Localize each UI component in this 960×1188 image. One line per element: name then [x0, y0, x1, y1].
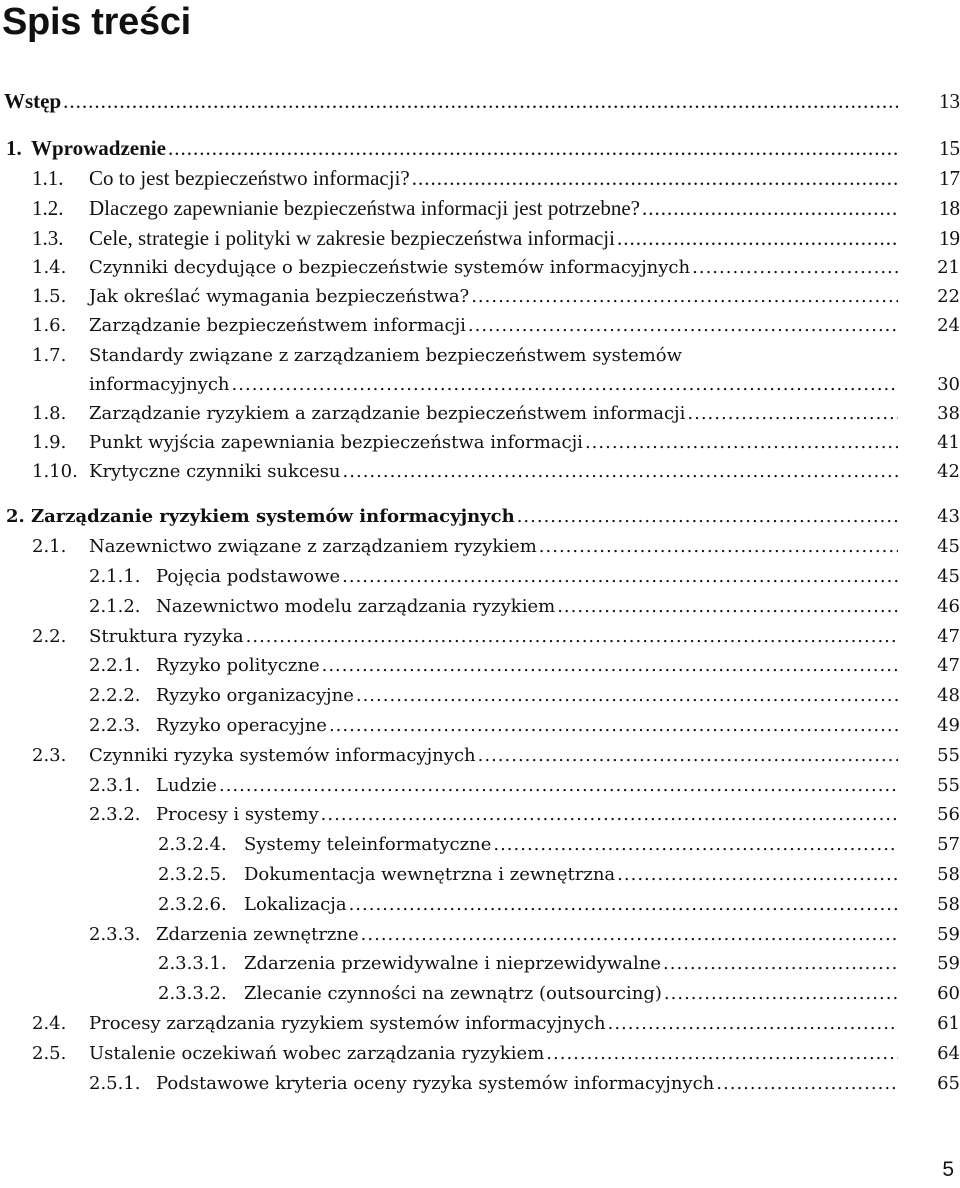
toc-entry-number: 2.: [6, 506, 25, 527]
toc-entry[interactable]: [32, 459, 900, 485]
toc-entry-number: 2.1.: [32, 536, 67, 557]
toc-leader-dots: [412, 165, 898, 191]
toc-entry-title: Czynniki ryzyka systemów informacyjnych: [89, 745, 476, 766]
toc-entry-continuation[interactable]: [89, 372, 900, 398]
toc-entry-title: Dokumentacja wewnętrzna i zewnętrzna: [244, 864, 616, 885]
toc-entry-title: Procesy zarządzania ryzykiem systemów informacyjnych: [89, 1013, 606, 1034]
toc-entry-title: Co to jest bezpieczeństwo informacji?: [89, 166, 410, 190]
toc-entry-number: 2.2.3.: [89, 715, 141, 736]
toc-page-number: 61: [937, 1013, 960, 1034]
toc-entry-title: Ryzyko polityczne: [156, 655, 320, 676]
toc-entry-title: Struktura ryzyka: [89, 626, 244, 647]
toc-entry-title: Jak określać wymagania bezpieczeństwa?: [89, 286, 470, 307]
toc-entry-title: Ustalenie oczekiwań wobec zarządzania ryzykiem: [89, 1043, 545, 1064]
toc-page-number: 45: [937, 536, 960, 557]
toc-leader-dots: [517, 504, 898, 530]
toc-entry-title: Standardy związane z zarządzaniem bezpieczeństwem systemów: [89, 345, 683, 366]
toc-page-number: 18: [939, 196, 960, 220]
toc-entry[interactable]: [32, 1041, 900, 1067]
toc-entry[interactable]: [32, 534, 900, 560]
toc-entry[interactable]: [89, 683, 900, 709]
toc-page-number: 55: [937, 775, 960, 796]
toc-page-number: 47: [937, 655, 960, 676]
toc-entry-number: 2.2.1.: [89, 655, 141, 676]
toc-entry-number: 1.7.: [32, 345, 67, 366]
toc-entry[interactable]: [32, 195, 900, 221]
toc-page-number: 65: [937, 1073, 960, 1094]
toc-entry-number: 1.8.: [32, 403, 67, 424]
toc-entry[interactable]: [32, 430, 900, 456]
toc-page-number: 19: [939, 226, 960, 250]
toc-leader-dots: [478, 743, 898, 769]
toc-entry[interactable]: [32, 343, 682, 369]
toc-entry-number: 2.3.1.: [89, 775, 141, 796]
toc-entry-chapter-2[interactable]: [6, 504, 900, 530]
toc-entry[interactable]: [32, 284, 900, 310]
toc-entry[interactable]: [32, 1011, 900, 1037]
toc-page-number: 41: [937, 432, 960, 453]
toc-entry-number: 2.3.3.: [89, 924, 141, 945]
toc-leader-dots: [361, 922, 898, 948]
toc-entry-title: Czynniki decydujące o bezpieczeństwie systemów informacyjnych: [89, 257, 691, 278]
toc-entry-title: Ryzyko organizacyjne: [156, 685, 354, 706]
toc-entry-number: 1.4.: [32, 257, 67, 278]
toc-leader-dots: [663, 951, 898, 977]
toc-entry-number: 2.1.2.: [89, 596, 141, 617]
toc-entry-number: 1.9.: [32, 432, 67, 453]
toc-entry-number: 2.3.: [32, 745, 67, 766]
toc-entry[interactable]: [32, 743, 900, 769]
toc-page-number: 59: [937, 953, 960, 974]
toc-page-number: 58: [937, 894, 960, 915]
toc-entry[interactable]: [89, 713, 900, 739]
toc-entry-number: 2.3.2.4.: [158, 834, 227, 855]
toc-leader-dots: [322, 653, 898, 679]
page-title: Spis treści: [2, 1, 191, 43]
toc-leader-dots: [585, 430, 898, 456]
toc-entry-title: Procesy i systemy: [156, 804, 319, 825]
toc-page-number: 47: [937, 626, 960, 647]
toc-entry-title: Nazewnictwo modelu zarządzania ryzykiem: [156, 596, 556, 617]
toc-entry[interactable]: [89, 1071, 900, 1097]
toc-entry-number: 2.5.1.: [89, 1073, 141, 1094]
toc-entry-title: Lokalizacja: [244, 894, 347, 915]
toc-leader-dots: [493, 832, 898, 858]
toc-entry-title: Pojęcia podstawowe: [156, 566, 341, 587]
toc-entry[interactable]: [32, 165, 900, 191]
toc-entry[interactable]: [158, 892, 900, 918]
toc-entry-title: Krytyczne czynniki sukcesu: [89, 461, 341, 482]
toc-entry[interactable]: [158, 951, 900, 977]
toc-leader-dots: [608, 1011, 898, 1037]
toc-page-number: 24: [937, 315, 960, 336]
toc-entry[interactable]: [32, 401, 900, 427]
toc-entry-number: 2.3.2.5.: [158, 864, 227, 885]
toc-page-number: 38: [937, 403, 960, 424]
toc-entry-title: Zarządzanie bezpieczeństwem informacji: [89, 315, 466, 336]
toc-page-number: 15: [939, 136, 960, 160]
toc-entry-title: Punkt wyjścia zapewniania bezpieczeństwa informacji: [89, 432, 583, 453]
toc-leader-dots: [63, 88, 898, 114]
toc-page-number: 42: [937, 461, 960, 482]
toc-entry[interactable]: [158, 862, 900, 888]
toc-entry[interactable]: [89, 564, 900, 590]
toc-entry-title: Wprowadzenie: [31, 136, 166, 160]
toc-entry-number: 2.3.2.6.: [158, 894, 227, 915]
toc-page-number: 56: [937, 804, 960, 825]
toc-page-number: 48: [937, 685, 960, 706]
toc-leader-dots: [546, 1041, 898, 1067]
toc-leader-dots: [687, 401, 898, 427]
toc-entry-chapter-1[interactable]: [6, 135, 900, 161]
toc-entry-number: 2.3.3.2.: [158, 983, 227, 1004]
toc-leader-dots: [232, 372, 898, 398]
toc-entry-title: Ludzie: [156, 775, 217, 796]
toc-entry-number: 1.3.: [32, 226, 64, 250]
toc-leader-dots: [468, 313, 898, 339]
toc-leader-dots: [356, 683, 898, 709]
toc-leader-dots: [692, 255, 898, 281]
toc-entry[interactable]: [32, 313, 900, 339]
toc-leader-dots: [219, 773, 898, 799]
toc-entry-title: Zarządzanie ryzykiem a zarządzanie bezpieczeństwem informacji: [89, 403, 686, 424]
toc-leader-dots: [168, 135, 898, 161]
toc-entry[interactable]: [158, 832, 900, 858]
toc-leader-dots: [557, 594, 898, 620]
toc-page-number: 13: [939, 89, 960, 113]
toc-entry-title: Zdarzenia zewnętrzne: [156, 924, 359, 945]
toc-entry[interactable]: [89, 802, 900, 828]
toc-page-number: 49: [937, 715, 960, 736]
toc-entry-number: 2.5.: [32, 1043, 67, 1064]
toc-entry-number: 1.5.: [32, 286, 67, 307]
toc-page-number: 45: [937, 566, 960, 587]
toc-entry[interactable]: [89, 653, 900, 679]
toc-entry-title: Zarządzanie ryzykiem systemów informacyjnych: [31, 506, 515, 527]
toc-leader-dots: [321, 802, 898, 828]
toc-entry-number: 2.2.2.: [89, 685, 141, 706]
toc-page-number: 30: [937, 374, 960, 395]
toc-entry[interactable]: [89, 922, 900, 948]
toc-entry-number: 2.2.: [32, 626, 67, 647]
toc-entry-wstep[interactable]: [4, 88, 900, 114]
toc-entry[interactable]: [32, 255, 900, 281]
folio-page-number: 5: [942, 1158, 954, 1181]
toc-entry-title: Nazewnictwo związane z zarządzaniem ryzykiem: [89, 536, 537, 557]
toc-entry-number: 2.3.3.1.: [158, 953, 227, 974]
toc-page-number: 55: [937, 745, 960, 766]
toc-entry[interactable]: [32, 225, 900, 251]
toc-leader-dots: [471, 284, 898, 310]
toc-page-number: 59: [937, 924, 960, 945]
toc-page-number: 58: [937, 864, 960, 885]
toc-leader-dots: [716, 1071, 898, 1097]
toc-page-number: 22: [937, 286, 960, 307]
toc-entry[interactable]: [89, 594, 900, 620]
toc-page-number: 17: [939, 166, 960, 190]
toc-page-number: 43: [937, 506, 960, 527]
toc-entry-title: Ryzyko operacyjne: [156, 715, 327, 736]
toc-entry[interactable]: [89, 773, 900, 799]
toc-entry-number: 1.6.: [32, 315, 67, 336]
toc-entry-title: Zlecanie czynności na zewnątrz (outsourcing): [244, 983, 662, 1004]
toc-entry-title: Zdarzenia przewidywalne i nieprzewidywalne: [244, 953, 662, 974]
toc-entry-number: 2.1.1.: [89, 566, 141, 587]
toc-leader-dots: [664, 981, 898, 1007]
toc-leader-dots: [539, 534, 898, 560]
toc-leader-dots: [343, 459, 898, 485]
toc-entry-title: Podstawowe kryteria oceny ryzyka systemów informacyjnych: [156, 1073, 715, 1094]
toc-entry-number: 1.1.: [32, 166, 64, 190]
toc-page-number: 64: [937, 1043, 960, 1064]
toc-entry-title-continued: informacyjnych: [89, 374, 230, 395]
toc-leader-dots: [349, 892, 898, 918]
toc-entry-title: Dlaczego zapewnianie bezpieczeństwa informacji jest potrzebne?: [89, 196, 640, 220]
toc-leader-dots: [329, 713, 898, 739]
toc-page-number: 46: [937, 596, 960, 617]
toc-entry-number: 1.: [6, 136, 22, 160]
toc-entry-title: Cele, strategie i polityki w zakresie bezpieczeństwa informacji: [89, 226, 615, 250]
toc-leader-dots: [342, 564, 898, 590]
toc-page-number: 21: [937, 257, 960, 278]
toc-leader-dots: [617, 225, 898, 251]
toc-entry[interactable]: [158, 981, 900, 1007]
toc-leader-dots: [617, 862, 898, 888]
toc-leader-dots: [642, 195, 898, 221]
toc-page-number: 60: [937, 983, 960, 1004]
toc-entry-title: Wstęp: [4, 89, 62, 113]
toc-entry-number: 1.10.: [32, 461, 78, 482]
toc-entry-number: 1.2.: [32, 196, 64, 220]
toc-entry-number: 2.3.2.: [89, 804, 141, 825]
toc-entry-number: 2.4.: [32, 1013, 67, 1034]
toc-page-number: 57: [937, 834, 960, 855]
toc-entry[interactable]: [32, 624, 900, 650]
toc-entry-title: Systemy teleinformatyczne: [244, 834, 492, 855]
toc-leader-dots: [246, 624, 898, 650]
